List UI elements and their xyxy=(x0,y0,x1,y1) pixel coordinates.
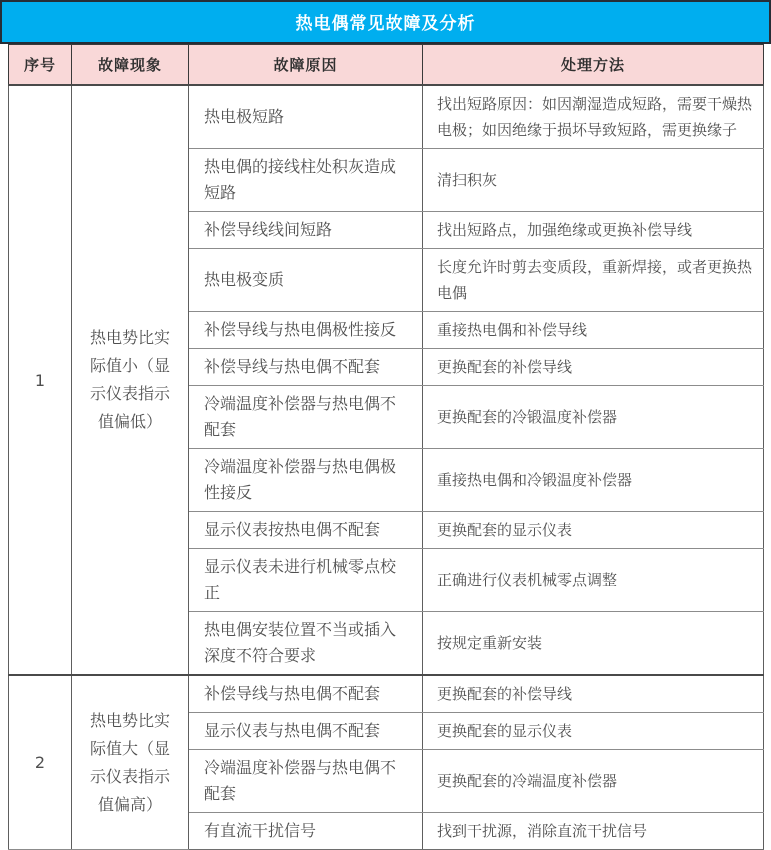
treatment-cell: 重接热电偶和冷锻温度补偿器 xyxy=(423,449,764,512)
cause-cell: 补偿导线与热电偶不配套 xyxy=(189,675,423,713)
cause-cell: 显示仪表按热电偶不配套 xyxy=(189,512,423,549)
cause-cell: 热电偶的接线柱处积灰造成短路 xyxy=(189,149,423,212)
treatment-cell: 更换配套的显示仪表 xyxy=(423,512,764,549)
cause-cell: 补偿导线线间短路 xyxy=(189,212,423,249)
serial-cell: 1 xyxy=(9,85,72,675)
cause-cell: 有直流干扰信号 xyxy=(189,813,423,850)
treatment-cell: 按规定重新安装 xyxy=(423,612,764,676)
cause-cell: 热电偶安装位置不当或插入深度不符合要求 xyxy=(189,612,423,676)
serial-cell: 2 xyxy=(9,675,72,850)
treatment-cell: 找到干扰源，消除直流干扰信号 xyxy=(423,813,764,850)
treatment-cell: 找出短路原因：如因潮湿造成短路，需要干燥热电极；如因绝缘于损坏导致短路，需更换缘子 xyxy=(423,85,764,149)
header-row xyxy=(9,45,764,86)
table-row xyxy=(9,85,764,149)
col-header-cause: 故障原因 xyxy=(189,45,423,86)
cause-cell: 热电极短路 xyxy=(189,85,423,149)
cause-cell: 冷端温度补偿器与热电偶极性接反 xyxy=(189,449,423,512)
treatment-cell: 正确进行仪表机械零点调整 xyxy=(423,549,764,612)
phenomenon-cell: 热电势比实际值大（显示仪表指示值偏高） xyxy=(72,675,189,850)
table-row xyxy=(9,675,764,713)
treatment-cell: 重接热电偶和补偿导线 xyxy=(423,312,764,349)
page-title: 热电偶常见故障及分析 xyxy=(0,0,771,44)
treatment-cell: 找出短路点，加强绝缘或更换补偿导线 xyxy=(423,212,764,249)
cause-cell: 热电极变质 xyxy=(189,249,423,312)
cause-cell: 显示仪表与热电偶不配套 xyxy=(189,713,423,750)
cause-cell: 补偿导线与热电偶不配套 xyxy=(189,349,423,386)
treatment-cell: 更换配套的冷端温度补偿器 xyxy=(423,750,764,813)
treatment-cell: 更换配套的补偿导线 xyxy=(423,675,764,713)
treatment-cell: 更换配套的显示仪表 xyxy=(423,713,764,750)
cause-cell: 补偿导线与热电偶极性接反 xyxy=(189,312,423,349)
fault-table xyxy=(8,44,764,850)
phenomenon-cell: 热电势比实际值小（显示仪表指示值偏低） xyxy=(72,85,189,675)
col-header-serial: 序号 xyxy=(9,45,72,86)
treatment-cell: 更换配套的补偿导线 xyxy=(423,349,764,386)
cause-cell: 冷端温度补偿器与热电偶不配套 xyxy=(189,386,423,449)
cause-cell: 冷端温度补偿器与热电偶不配套 xyxy=(189,750,423,813)
col-header-phenomenon: 故障现象 xyxy=(72,45,189,86)
treatment-cell: 清扫积灰 xyxy=(423,149,764,212)
fault-table-body xyxy=(9,85,764,850)
treatment-cell: 长度允许时剪去变质段，重新焊接，或者更换热电偶 xyxy=(423,249,764,312)
cause-cell: 显示仪表未进行机械零点校正 xyxy=(189,549,423,612)
treatment-cell: 更换配套的冷锻温度补偿器 xyxy=(423,386,764,449)
col-header-treatment: 处理方法 xyxy=(423,45,764,86)
